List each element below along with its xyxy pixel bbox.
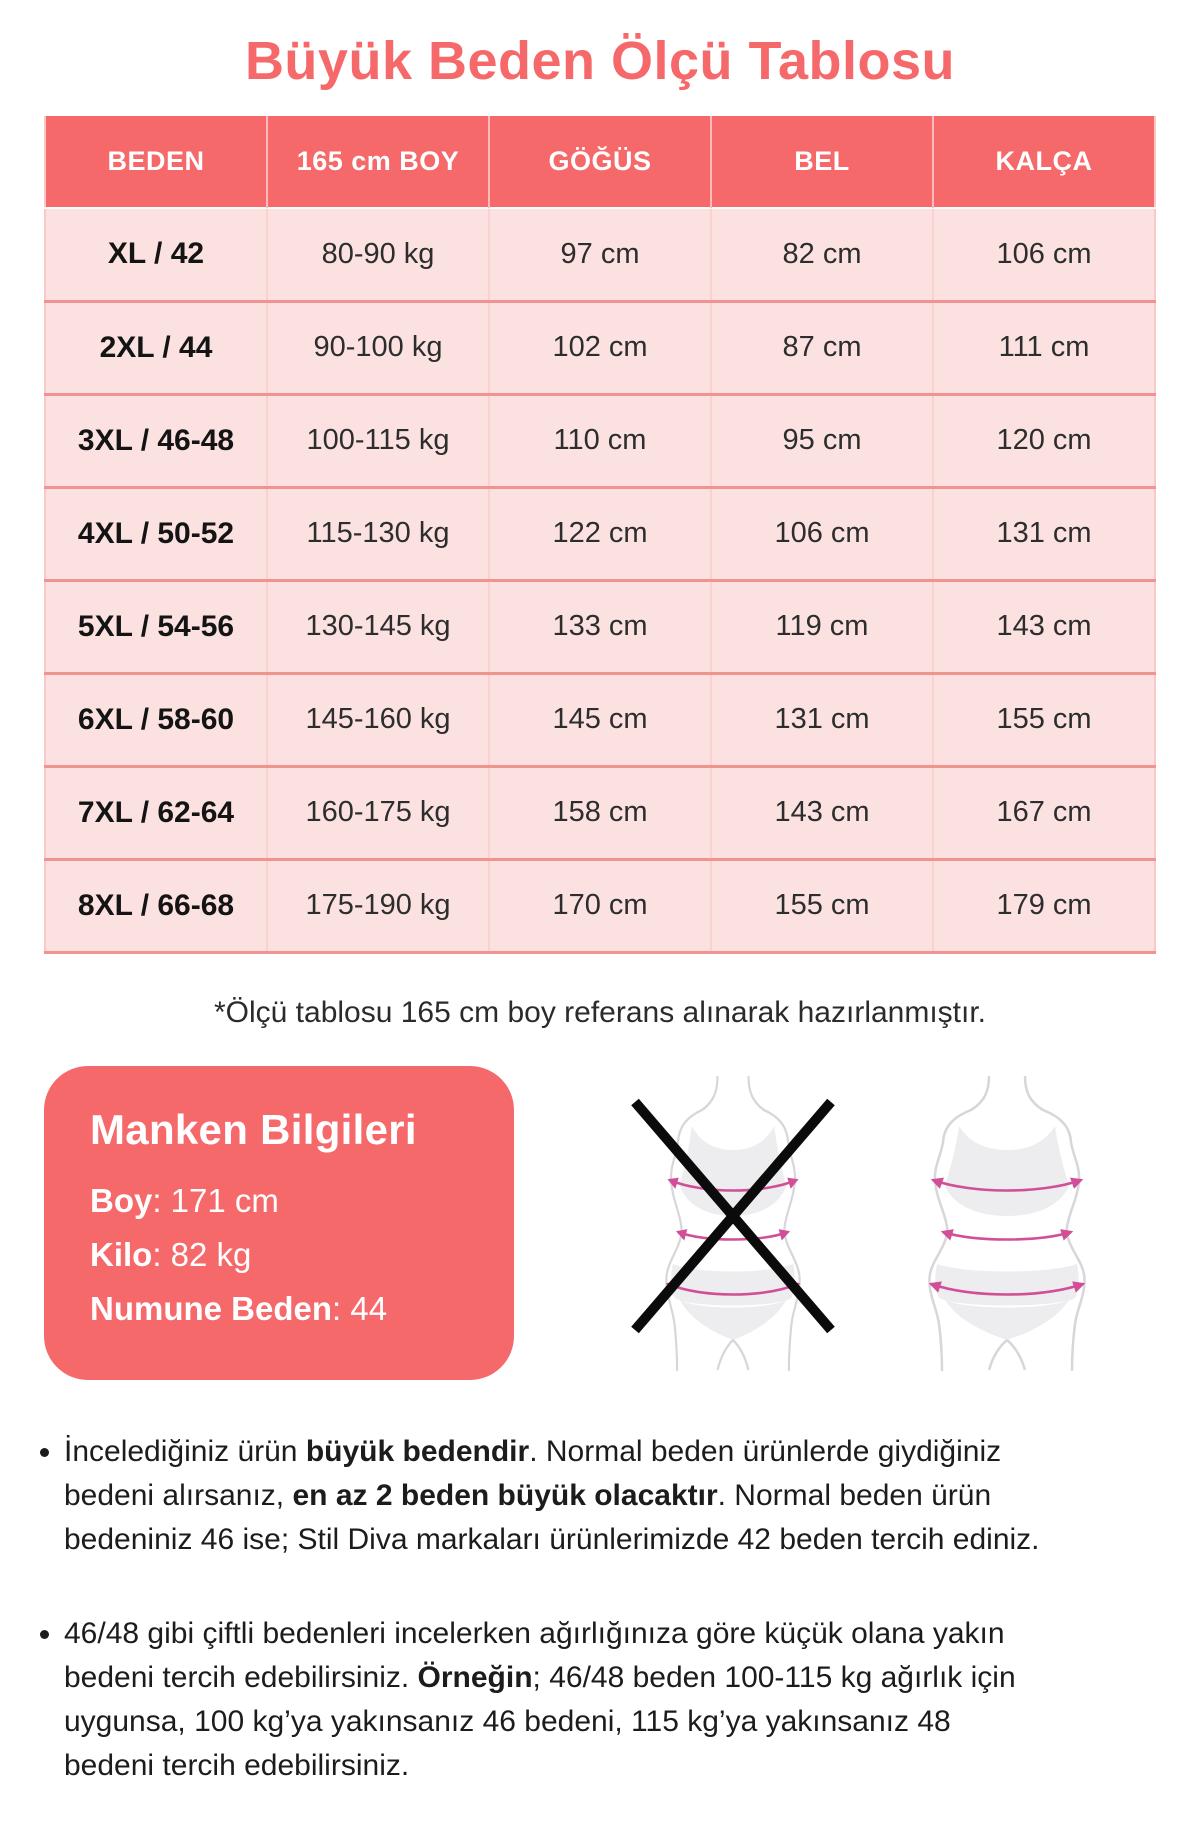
table-row	[45, 673, 1155, 766]
measure-cell: 175-190 kg	[267, 859, 489, 952]
measure-cell: 133 cm	[489, 580, 711, 673]
note-item: • 46/48 gibi çiftli bedenleri incelerken ağırlığınıza göre küçük olana yakın bedeni tercih edebilirsiniz. Örneğin; 46/48 beden 100-115 kg ağırlık için uygunsa, 100 kg’ya yakınsanız 46 bedeni, 115 kg’ya yakınsanız 48 bedeni tercih edebilirsiniz.	[64, 1612, 1040, 1788]
size-cell: 6XL / 58-60	[45, 673, 267, 766]
model-info-title: Manken Bilgileri	[90, 1105, 417, 1153]
table-row	[45, 208, 1155, 301]
measurement-figures	[584, 1066, 1156, 1380]
table-row	[45, 766, 1155, 859]
measure-cell: 155 cm	[711, 859, 933, 952]
x-mark-icon	[618, 1072, 848, 1372]
measure-cell: 130-145 kg	[267, 580, 489, 673]
measure-cell: 179 cm	[933, 859, 1155, 952]
model-info-section	[44, 1066, 1156, 1380]
measure-cell: 111 cm	[933, 301, 1155, 394]
table-row	[45, 301, 1155, 394]
measure-cell: 80-90 kg	[267, 208, 489, 301]
measure-cell: 120 cm	[933, 394, 1155, 487]
measure-cell: 145-160 kg	[267, 673, 489, 766]
size-cell: XL / 42	[45, 208, 267, 301]
measure-cell: 102 cm	[489, 301, 711, 394]
measure-cell: 131 cm	[711, 673, 933, 766]
size-table	[44, 116, 1156, 954]
model-info-line: Kilo: 82 kg	[90, 1235, 252, 1273]
table-row	[45, 859, 1155, 952]
size-cell: 2XL / 44	[45, 301, 267, 394]
note-item: • İncelediğiniz ürün büyük bedendir. Normal beden ürünlerde giydiğiniz bedeni alırsanız, en az 2 beden büyük olacaktır. Normal beden ürün bedeniniz 46 ise; Stil Diva markaları ürünlerimizde 42 beden tercih ediniz.	[64, 1430, 1040, 1562]
measure-cell: 155 cm	[933, 673, 1155, 766]
measure-cell: 82 cm	[711, 208, 933, 301]
measure-cell: 97 cm	[489, 208, 711, 301]
measure-cell: 119 cm	[711, 580, 933, 673]
size-cell: 7XL / 62-64	[45, 766, 267, 859]
measure-cell: 110 cm	[489, 394, 711, 487]
table-footnote: *Ölçü tablosu 165 cm boy referans alınarak hazırlanmıştır.	[213, 995, 987, 1029]
header-row	[45, 116, 1155, 208]
model-info-card	[44, 1066, 514, 1380]
measure-cell: 115-130 kg	[267, 487, 489, 580]
measure-cell: 100-115 kg	[267, 394, 489, 487]
measure-cell: 143 cm	[711, 766, 933, 859]
column-header-4: BEL	[711, 116, 933, 208]
measure-cell: 90-100 kg	[267, 301, 489, 394]
measure-cell: 160-175 kg	[267, 766, 489, 859]
measure-cell: 106 cm	[933, 208, 1155, 301]
measure-cell: 131 cm	[933, 487, 1155, 580]
size-table-header	[45, 116, 1155, 208]
size-table-body	[45, 208, 1155, 952]
model-info-fields	[90, 1182, 468, 1328]
measure-cell: 145 cm	[489, 673, 711, 766]
table-row	[45, 487, 1155, 580]
model-info-line: Numune Beden: 44	[90, 1289, 388, 1327]
size-guide-page	[0, 30, 1200, 1788]
size-cell: 3XL / 46-48	[45, 394, 267, 487]
table-row	[45, 580, 1155, 673]
page-title: Büyük Beden Ölçü Tablosu	[244, 31, 956, 91]
plus-size-body-figure	[892, 1072, 1122, 1372]
column-header-5: KALÇA	[933, 116, 1155, 208]
column-header-2: 165 cm BOY	[267, 116, 489, 208]
measure-cell: 95 cm	[711, 394, 933, 487]
model-info-line: Boy: 171 cm	[90, 1181, 279, 1219]
size-cell: 5XL / 54-56	[45, 580, 267, 673]
table-row	[45, 394, 1155, 487]
size-cell: 8XL / 66-68	[45, 859, 267, 952]
measure-cell: 170 cm	[489, 859, 711, 952]
size-cell: 4XL / 50-52	[45, 487, 267, 580]
measure-cell: 122 cm	[489, 487, 711, 580]
measure-cell: 158 cm	[489, 766, 711, 859]
plus-body-icon	[892, 1072, 1122, 1372]
measure-cell: 106 cm	[711, 487, 933, 580]
measure-cell: 87 cm	[711, 301, 933, 394]
measure-cell: 143 cm	[933, 580, 1155, 673]
measure-cell: 167 cm	[933, 766, 1155, 859]
column-header-1: BEDEN	[45, 116, 267, 208]
crossed-out-body-figure	[618, 1072, 848, 1372]
column-header-3: GÖĞÜS	[489, 116, 711, 208]
notes-list	[0, 1430, 1040, 1788]
